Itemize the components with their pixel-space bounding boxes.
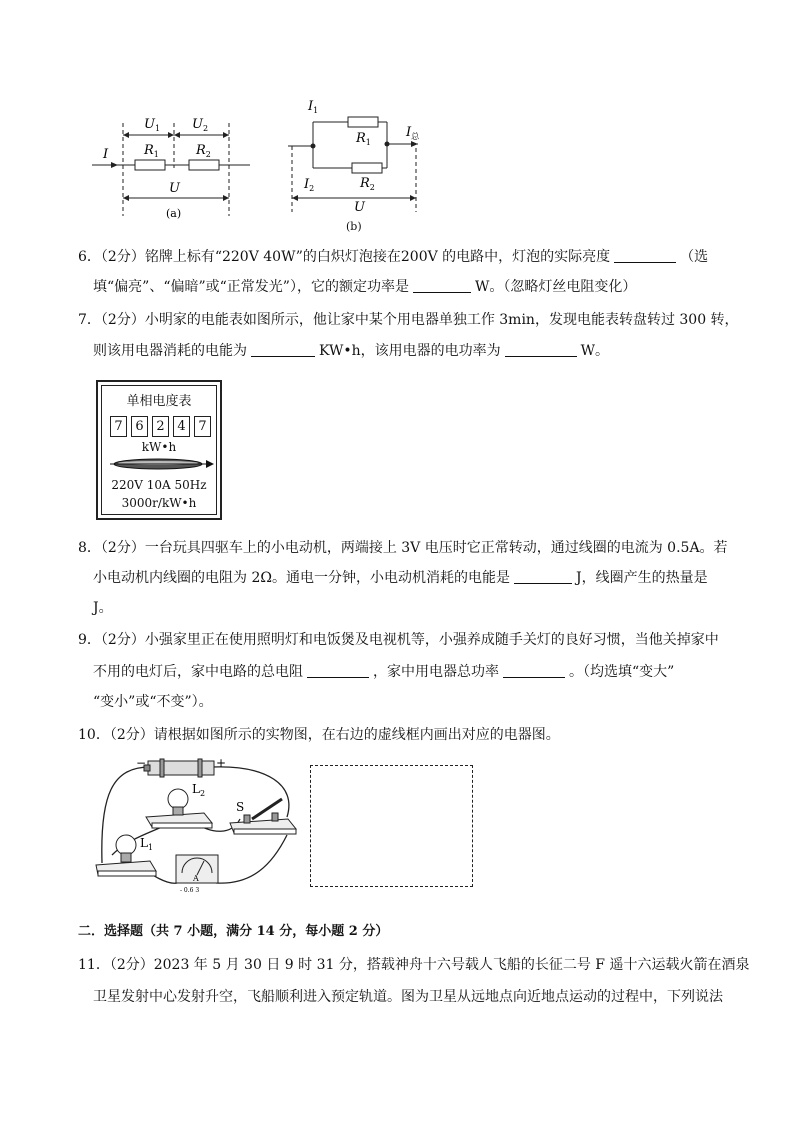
question-8-line-2: 小电动机内线圈的电阻为 2Ω。通电一分钟，小电动机消耗的电能是 J，线圈产生的热量是: [93, 570, 708, 586]
label-i: I: [103, 147, 109, 162]
question-9-line-1: 9．（2分）小强家里正在使用照明灯和电饭煲及电视机等，小强养成随手关灯的良好习惯，当他关掉家中: [78, 632, 719, 648]
meter-digit: 6: [131, 416, 148, 437]
question-6-line-2: 填“偏亮”、“偏暗”或“正常发光”），它的额定功率是 W。（忽略灯丝电阻变化）: [93, 279, 637, 295]
battery-plus-label: +: [216, 756, 227, 770]
meter-unit: kW•h: [141, 440, 177, 454]
label-r1: $R_1$: [356, 131, 371, 147]
label-u: U: [354, 200, 365, 215]
meter-digit: 7: [110, 416, 127, 437]
question-7-line-2: 则该用电器消耗的电能为 KW•h，该用电器的电功率为 W。: [93, 343, 610, 359]
answer-blank[interactable]: [413, 278, 471, 293]
meter-digit: 2: [152, 416, 169, 437]
meter-spec-rating: 220V 10A 50Hz: [111, 478, 207, 492]
meter-title: 单相电度表: [126, 394, 192, 409]
question-8-line-1: 8．（2分）一台玩具四驱车上的小电动机，两端接上 3V 电压时它正常转动，通过线圈的电流为 0.5A。若: [78, 540, 728, 556]
answer-blank[interactable]: [251, 342, 315, 357]
label-u1: $U_1$: [144, 117, 161, 133]
caption-b: (b): [346, 220, 362, 233]
question-8-line-3: J。: [93, 600, 113, 616]
meter-digits: [110, 416, 211, 437]
question-10-line-1: 10．（2分）请根据如图所示的实物图，在右边的虚线框内画出对应的电器图。: [78, 727, 560, 743]
question-9-line-3: “变小”或“不变”）。: [93, 694, 213, 710]
label-r1: $R_1$: [144, 143, 159, 159]
ammeter-a-label: A: [193, 874, 199, 883]
answer-blank[interactable]: [614, 248, 676, 263]
question-6-line-1: 6．（2分）铭牌上标有“220V 40W”的白炽灯泡接在200V 的电路中，灯泡的实际亮度 （选: [78, 249, 709, 265]
section-2-heading: 二．选择题（共 7 小题，满分 14 分，每小题 2 分）: [78, 924, 389, 939]
label-r2: $R_2$: [360, 176, 375, 192]
answer-blank[interactable]: [503, 663, 565, 678]
meter-spec-revs: 3000r/kW•h: [121, 496, 197, 510]
label-u: U: [169, 181, 180, 196]
label-i2: $I_2$: [304, 177, 315, 193]
label-itotal: $I_总$: [406, 125, 420, 141]
bulb-l2-label: $L_2$: [192, 782, 206, 798]
label-i1: $I_1$: [308, 99, 319, 115]
label-r2: $R_2$: [196, 143, 211, 159]
electric-meter-figure: [96, 380, 222, 520]
ammeter-terminals-label: - 0.6 3: [180, 887, 200, 894]
caption-a: (a): [166, 207, 182, 220]
bulb-l1-label: $L_1$: [140, 836, 154, 852]
answer-blank[interactable]: [505, 342, 577, 357]
circuit-diagram-a: [92, 108, 252, 220]
circuit-diagram-b: [284, 96, 434, 218]
physical-circuit-figure: [92, 755, 304, 895]
question-11-line-2: 卫星发射中心发射升空，飞船顺利进入预定轨道。图为卫星从远地点向近地点运动的过程中，下列说法: [93, 989, 723, 1005]
question-11-line-1: 11．（2分）2023 年 5 月 30 日 9 时 31 分，搭载神舟十六号载人飞船的长征二号 F 遥十六运载火箭在酒泉: [78, 957, 750, 973]
circuit-drawing-box[interactable]: [310, 765, 473, 887]
question-7-line-1: 7．（2分）小明家的电能表如图所示，他让家中某个用电器单独工作 3min，发现电能表转盘转过 300 转，: [78, 312, 739, 328]
battery-minus-label: −: [136, 756, 147, 770]
question-9-line-2: 不用的电灯后，家中电路的总电阻 ，家中用电器总功率 。（均选填“变大”: [93, 664, 675, 680]
switch-s-label: S: [236, 800, 245, 814]
meter-digit: 7: [194, 416, 211, 437]
meter-digit: 4: [173, 416, 190, 437]
answer-blank[interactable]: [514, 569, 572, 584]
answer-blank[interactable]: [307, 663, 369, 678]
meter-disc-icon: [108, 454, 216, 474]
label-u2: $U_2$: [192, 117, 209, 133]
